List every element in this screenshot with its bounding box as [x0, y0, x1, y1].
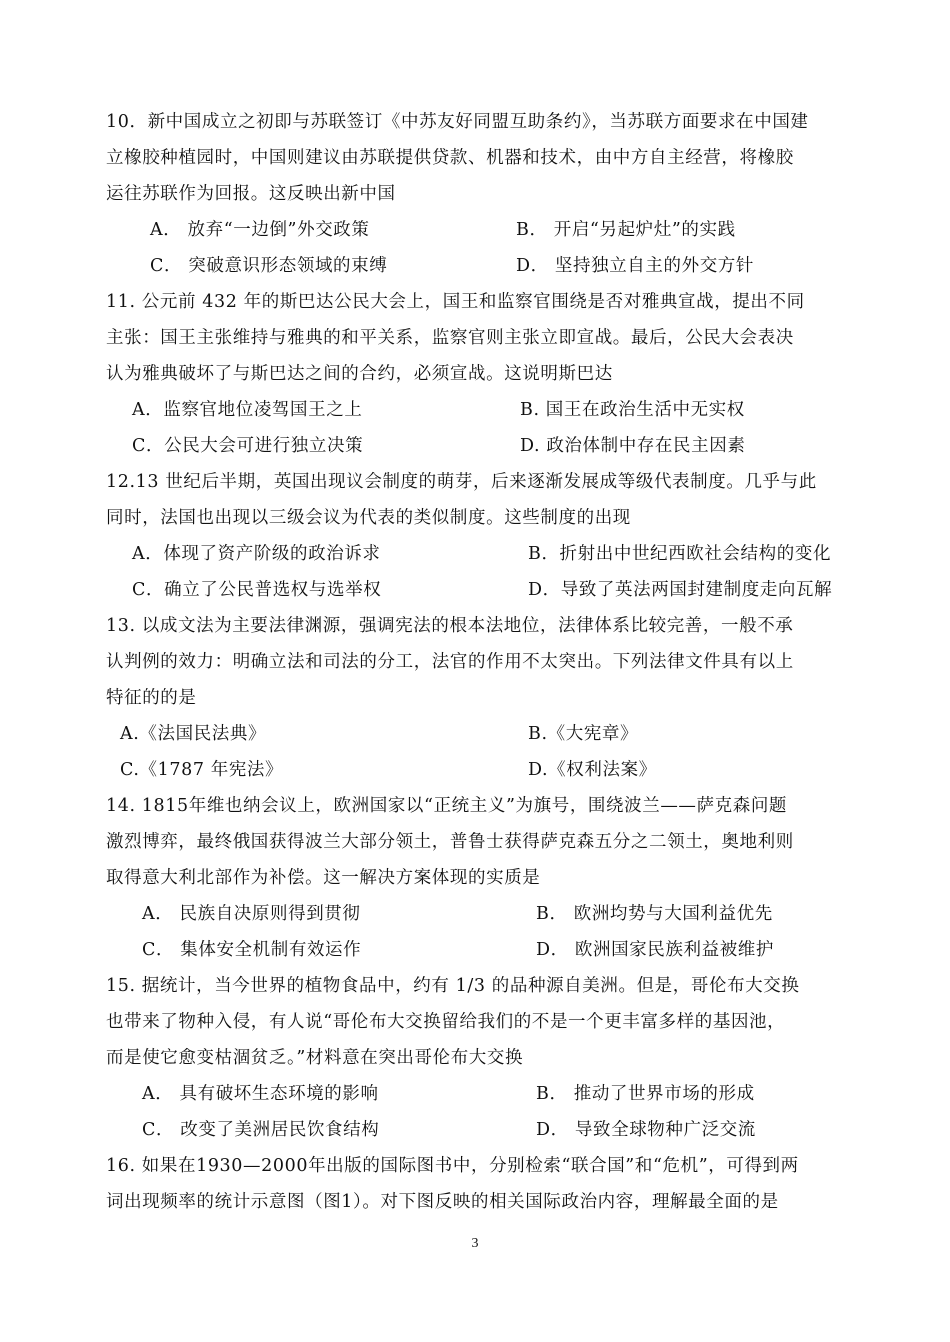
- q13-line-3: 特征的的是: [106, 688, 197, 708]
- q15-line-3: 而是使它愈变枯涸贫乏。”材料意在突出哥伦布大交换: [106, 1048, 524, 1068]
- q15-line-2: 也带来了物种入侵，有人说“哥伦布大交换留给我们的不是一个更丰富多样的基因池，: [106, 1012, 786, 1032]
- q12-line-2: 同时，法国也出现以三级会议为代表的类似制度。这些制度的出现: [106, 508, 631, 528]
- q14-option-a: A． 民族自决原则得到贯彻: [142, 904, 361, 924]
- q15-option-a: A． 具有破坏生态环境的影响: [142, 1084, 379, 1104]
- q13-option-b: B.《大宪章》: [528, 724, 639, 744]
- q14-option-b: B． 欧洲均势与大国利益优先: [536, 904, 773, 924]
- q13-line-2: 认判例的效力：明确立法和司法的分工，法官的作用不太突出。下列法律文件具有以上: [106, 652, 794, 672]
- q10-option-b: B． 开启“另起炉灶”的实践: [516, 220, 736, 240]
- page-number: 3: [471, 1236, 479, 1251]
- q16-line-2: 词出现频率的统计示意图（图1）。对下图反映的相关国际政治内容，理解最全面的是: [106, 1192, 779, 1212]
- q11-line-3: 认为雅典破坏了与斯巴达之间的合约，必须宣战。这说明斯巴达: [106, 364, 613, 384]
- q13-option-a: A.《法国民法典》: [120, 724, 267, 744]
- q11-line-1: 11. 公元前 432 年的斯巴达公民大会上，国王和监察官围绕是否对雅典宣战，提出不同: [106, 292, 805, 312]
- q10-option-d: D． 坚持独立自主的外交方针: [516, 256, 754, 276]
- q15-option-c: C． 改变了美洲居民饮食结构: [142, 1120, 380, 1140]
- q10-line-3: 运往苏联作为回报。这反映出新中国: [106, 184, 396, 204]
- q12-option-d: D．导致了英法两国封建制度走向瓦解: [528, 580, 833, 600]
- q11-line-2: 主张：国王主张维持与雅典的和平关系，监察官则主张立即宣战。最后，公民大会表决: [106, 328, 794, 348]
- q16-line-1: 16. 如果在1930—2000年出版的国际图书中，分别检索“联合国”和“危机”，可得到两: [106, 1156, 799, 1176]
- q11-option-c: C．公民大会可进行独立决策: [132, 436, 364, 456]
- q10-option-c: C． 突破意识形态领域的束缚: [150, 256, 388, 276]
- q12-option-c: C．确立了公民普选权与选举权: [132, 580, 382, 600]
- q14-line-2: 激烈博弈，最终俄国获得波兰大部分领土，普鲁士获得萨克森五分之二领土，奥地利则: [106, 832, 794, 852]
- q14-option-d: D． 欧洲国家民族利益被维护: [536, 940, 774, 960]
- q10-line-2: 立橡胶种植园时，中国则建议由苏联提供贷款、机器和技术，由中方自主经营，将橡胶: [106, 148, 794, 168]
- q11-option-d: D. 政治体制中存在民主因素: [520, 436, 746, 456]
- q11-option-a: A．监察官地位凌驾国王之上: [132, 400, 363, 420]
- q10-option-a: A． 放弃“一边倒”外交政策: [150, 220, 370, 240]
- q12-option-a: A．体现了资产阶级的政治诉求: [132, 544, 381, 564]
- q11-option-b: B. 国王在政治生活中无实权: [520, 400, 745, 420]
- q14-line-3: 取得意大利北部作为补偿。这一解决方案体现的实质是: [106, 868, 541, 888]
- q13-option-d: D.《权利法案》: [528, 760, 657, 780]
- q13-option-c: C.《1787 年宪法》: [120, 760, 284, 780]
- q10-line-1: 10．新中国成立之初即与苏联签订《中苏友好同盟互助条约》，当苏联方面要求在中国建: [106, 112, 809, 132]
- q14-option-c: C． 集体安全机制有效运作: [142, 940, 362, 960]
- q15-line-1: 15. 据统计，当今世界的植物食品中，约有 1/3 的品种源自美洲。但是，哥伦布大交换: [106, 976, 800, 996]
- q15-option-b: B． 推动了世界市场的形成: [536, 1084, 755, 1104]
- q12-line-1: 12.13 世纪后半期，英国出现议会制度的萌芽，后来逐渐发展成等级代表制度。几乎与此: [106, 472, 817, 492]
- q14-line-1: 14. 1815年维也纳会议上，欧洲国家以“正统主义”为旗号，围绕波兰——萨克森问题: [106, 796, 788, 816]
- q12-option-b: B．折射出中世纪西欧社会结构的变化: [528, 544, 832, 564]
- q13-line-1: 13. 以成文法为主要法律渊源，强调宪法的根本法地位，法律体系比较完善，一般不承: [106, 616, 794, 636]
- q15-option-d: D． 导致全球物种广泛交流: [536, 1120, 756, 1140]
